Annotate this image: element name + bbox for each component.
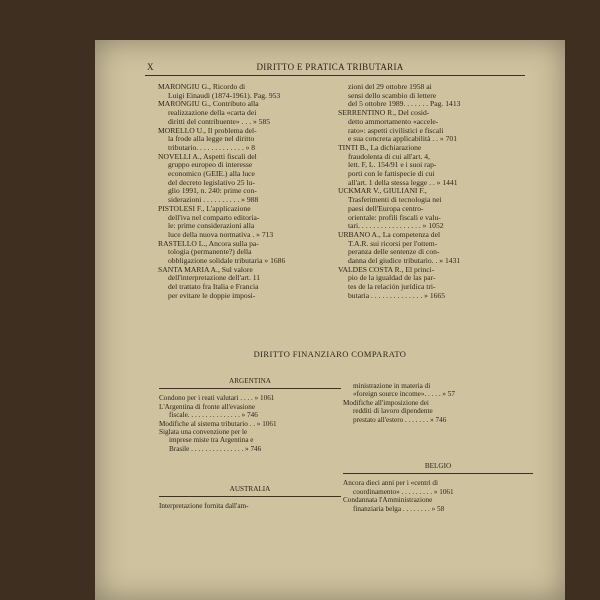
author-index-right-column bbox=[338, 83, 528, 301]
index-entry bbox=[338, 83, 528, 109]
section-title: DIRITTO FINANZIARO COMPARATO bbox=[253, 349, 407, 359]
entry-line: luce della nuova normativa . » 713 bbox=[168, 229, 274, 239]
entry-line: finanziaria belga . . . . . . . . » 58 bbox=[353, 504, 445, 513]
header-rule bbox=[145, 75, 525, 76]
entry-line: realizzazione della «carta dei bbox=[168, 108, 257, 118]
entry-line: detto ammortamento «accele- bbox=[348, 116, 439, 126]
entry-line: butaria . . . . . . . . . . . . . . » 1665 bbox=[348, 290, 446, 300]
index-entry bbox=[158, 100, 333, 126]
entry-line: paesi dell'Europa centro- bbox=[348, 203, 424, 213]
entry-line: Interpretazione fornita dall'am- bbox=[159, 502, 249, 511]
entry-line: dell'iva nel comparto editoria- bbox=[168, 212, 260, 222]
entry-line: tari. . . . . . . . . . . . . . . . . » 1052 bbox=[348, 221, 444, 231]
entry-line: PISTOLESI F., L'applicazione bbox=[158, 203, 251, 213]
entry-line: tes de la relación jurídica tri- bbox=[348, 282, 436, 292]
entry-line: all'art. 1 della stessa legge . . » 1441 bbox=[348, 177, 458, 187]
entry-line: Siglata una convenzione per le bbox=[159, 428, 248, 437]
entry-line: fiscale. . . . . . . . . . . . . . . » 746 bbox=[169, 411, 258, 420]
running-title: DIRITTO E PRATICA TRIBUTARIA bbox=[256, 62, 404, 72]
entry-line: UCKMAR V., GIULIANI F., bbox=[338, 186, 427, 196]
entry-line: pio de la igualdad de las par- bbox=[348, 273, 436, 283]
entry-line: URBANO A., La competenza del bbox=[338, 229, 441, 239]
entry-line: MARONGIU G., Ricordo di bbox=[158, 82, 246, 91]
index-entry bbox=[338, 109, 528, 144]
caption-rule bbox=[159, 388, 341, 389]
index-entry bbox=[158, 153, 333, 205]
entry-line: per evitare le doppie imposi- bbox=[168, 290, 256, 300]
index-entry bbox=[338, 144, 528, 188]
entry-line: e sua concreta applicabilità . . » 701 bbox=[348, 134, 458, 144]
country-block-argentina bbox=[159, 377, 341, 453]
entry-line: tologia (permanente?) della bbox=[168, 247, 252, 257]
entry-line: orientale: profili fiscali e valu- bbox=[348, 212, 441, 222]
entry-line: rato»: aspetti civilistici e fiscali bbox=[348, 125, 444, 135]
index-entry bbox=[338, 187, 528, 231]
country-caption: AUSTRALIA bbox=[229, 485, 271, 493]
entry-line: TINTI B., La dichiarazione bbox=[338, 142, 422, 152]
entry-line: danna del giudice tributario. . » 1431 bbox=[348, 256, 461, 266]
entry-line: L'Argentina di fronte all'evasione bbox=[159, 402, 256, 411]
index-entry bbox=[158, 83, 333, 100]
country-caption: BELGIO bbox=[424, 462, 452, 470]
entry-line: zioni del 29 ottobre 1958 ai bbox=[348, 82, 432, 91]
entry-line: del decreto legislativo 25 lu- bbox=[168, 177, 255, 187]
index-entry bbox=[158, 266, 333, 301]
entry-line: SERRENTINO R., Del cosid- bbox=[338, 108, 430, 118]
entry-line: peranza delle sentenze di con- bbox=[348, 247, 440, 257]
index-entry bbox=[158, 205, 333, 240]
entry-line: ministrazione in materia di bbox=[353, 382, 431, 390]
country-block-australia bbox=[159, 485, 341, 511]
book-page bbox=[95, 40, 565, 600]
entry-line: porti con le fattispecie di cui bbox=[348, 169, 435, 179]
caption-rule bbox=[159, 496, 341, 497]
author-index-left-column bbox=[158, 83, 333, 301]
entry-line: Trasferimenti di tecnologia nei bbox=[348, 195, 442, 205]
entry-line: economico (GEIE.) alla luce bbox=[168, 169, 255, 179]
entry-line: RASTELLO L., Ancora sulla pa- bbox=[158, 238, 259, 248]
entry-line: NOVELLI A., Aspetti fiscali del bbox=[158, 151, 257, 161]
page-number: X bbox=[147, 62, 154, 72]
entry-line: Ancora dieci anni per i «centri di bbox=[343, 479, 438, 488]
entry-line: Modifiche al sistema tributario . . » 1061 bbox=[159, 419, 277, 428]
entry-line: prestato all'estero . . . . . . . » 746 bbox=[353, 415, 447, 424]
entry-line: siderazioni . . . . . . . . . . » 988 bbox=[168, 195, 259, 205]
entry-line: le: prime considerazioni alla bbox=[168, 221, 255, 231]
entry-line: Condannata l'Amministrazione bbox=[343, 496, 433, 505]
entry-line: SANTA MARIA A., Sul valore bbox=[158, 264, 253, 274]
entry-line: T.A.R. sui ricorsi per l'ottem- bbox=[348, 238, 438, 248]
entry-line: Luigi Einaudi (1874-1961). Pag. 953 bbox=[168, 90, 281, 100]
index-entry bbox=[338, 266, 528, 301]
entry-line: imprese miste tra Argentina e bbox=[169, 436, 254, 445]
country-block-belgio bbox=[343, 462, 533, 513]
entry-line: lett. F, L. 154/91 e i suoi rap- bbox=[348, 160, 437, 170]
entry-line: Condono per i reati valutari . . . . » 1061 bbox=[159, 394, 275, 403]
entry-line: la frode alla legge nel diritto bbox=[168, 134, 255, 144]
country-block-australia-continued bbox=[343, 382, 533, 424]
entry-line: Brasile . . . . . . . . . . . . . . . » 746 bbox=[169, 444, 262, 453]
entry-line: «foreign source income». . . . . » 57 bbox=[353, 390, 455, 399]
entry-line: fraudolenta di cui all'art. 4, bbox=[348, 151, 430, 161]
entry-line: dell'interpretazione dell'art. 11 bbox=[168, 273, 261, 283]
entry-line: del trattato fra Italia e Francia bbox=[168, 282, 259, 292]
caption-rule bbox=[343, 473, 533, 474]
index-entry bbox=[158, 127, 333, 153]
entry-line: del 5 ottobre 1989. . . . . . . Pag. 1413 bbox=[348, 99, 461, 109]
index-entry bbox=[158, 240, 333, 266]
entry-line: redditi di lavoro dipendente bbox=[353, 407, 433, 416]
entry-line: glio 1991, n. 240: prime con- bbox=[168, 186, 257, 196]
entry-line: obbligazione solidale tributaria » 1686 bbox=[168, 256, 286, 266]
entry-line: sensi dello scambio di lettere bbox=[348, 90, 437, 100]
entry-line: gruppo europeo di interesse bbox=[168, 160, 253, 170]
country-caption: ARGENTINA bbox=[229, 377, 271, 385]
entry-line: coordinamento» . . . . . . . . . » 1061 bbox=[353, 487, 454, 496]
entry-line: MORELLO U., Il problema del- bbox=[158, 125, 257, 135]
entry-line: MARONGIU G., Contributo alla bbox=[158, 99, 259, 109]
entry-line: tributario. . . . . . . . . . . . . » 8 bbox=[168, 142, 256, 152]
entry-line: diritti del contribuente» . . . » 585 bbox=[168, 116, 271, 126]
entry-line: Modifiche all'imposizione dei bbox=[343, 398, 429, 407]
index-entry bbox=[338, 231, 528, 266]
entry-line: VALDES COSTA R., El princi- bbox=[338, 264, 435, 274]
